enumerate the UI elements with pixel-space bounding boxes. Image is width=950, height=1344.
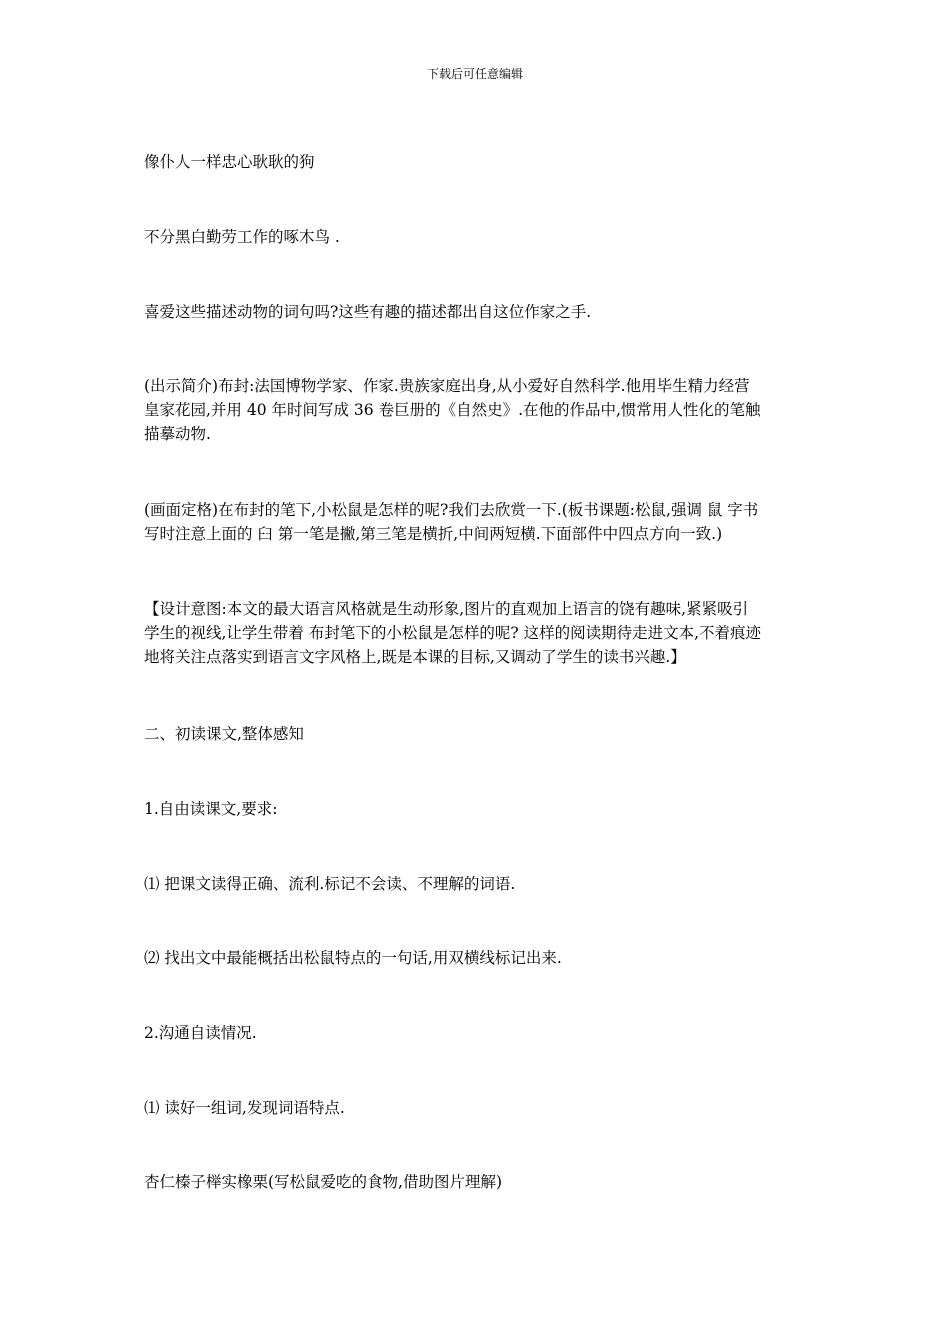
text-line: 杏仁榛子榉实橡栗(写松鼠爱吃的食物,借助图片理解)	[144, 1173, 503, 1191]
paragraph	[144, 225, 809, 249]
text-line: 【设计意图:本文的最大语言风格就是生动形象,图片的直观加上语言的饶有趣味,紧紧吸引	[144, 600, 749, 618]
paragraph	[144, 797, 809, 821]
text-line: 不分黑白勤劳工作的啄木鸟 .	[144, 228, 340, 246]
text-line: ⑵ 找出文中最能概括出松鼠特点的一句话,用双横线标记出来.	[144, 949, 562, 967]
text-line: ⑴ 把课文读得正确、流利.标记不会读、不理解的词语.	[144, 875, 516, 893]
text-line: 皇家花园,并用 40 年时间写成 36 卷巨册的《自然史》.在他的作品中,惯常用人性化的笔触	[144, 401, 761, 419]
text-line: 喜爱这些描述动物的词句吗?这些有趣的描述都出自这位作家之手.	[144, 303, 592, 321]
paragraph	[144, 374, 809, 446]
list-item	[144, 946, 809, 970]
paragraph	[144, 1170, 809, 1194]
text-line: 像仆人一样忠心耿耿的狗	[144, 153, 315, 171]
text-line: ⑴ 读好一组词,发现词语特点.	[144, 1099, 345, 1117]
text-line: (画面定格)在布封的笔下,小松鼠是怎样的呢?我们去欣赏一下.(板书课题:松鼠,强调 鼠 字书	[144, 501, 759, 519]
paragraph	[144, 150, 809, 174]
text-line: 地将关注点落实到语言文字风格上,既是本课的目标,又调动了学生的读书兴趣.】	[144, 648, 686, 666]
text-line: 学生的视线,让学生带着 布封笔下的小松鼠是怎样的呢? 这样的阅读期待走进文本,不着痕迹	[144, 624, 762, 642]
text-line: (出示简介)布封:法国博物学家、作家.贵族家庭出身,从小爱好自然科学.他用毕生精力经营	[144, 377, 750, 395]
paragraph	[144, 1021, 809, 1045]
text-line: 写时注意上面的 臼 第一笔是撇,第三笔是横折,中间两短横.下面部件中四点方向一致.)	[144, 525, 723, 543]
paragraph	[144, 498, 809, 546]
paragraph	[144, 597, 809, 669]
text-line: 1.自由读课文,要求:	[144, 800, 278, 818]
page-header: 下载后可任意编辑	[426, 67, 523, 81]
text-line: 二、初读课文,整体感知	[144, 725, 304, 743]
paragraph	[144, 300, 809, 324]
text-line: 描摹动物.	[144, 425, 211, 443]
text-line: 2.沟通自读情况.	[144, 1024, 257, 1042]
list-item	[144, 872, 809, 896]
list-item	[144, 1096, 809, 1120]
section-heading	[144, 722, 809, 746]
